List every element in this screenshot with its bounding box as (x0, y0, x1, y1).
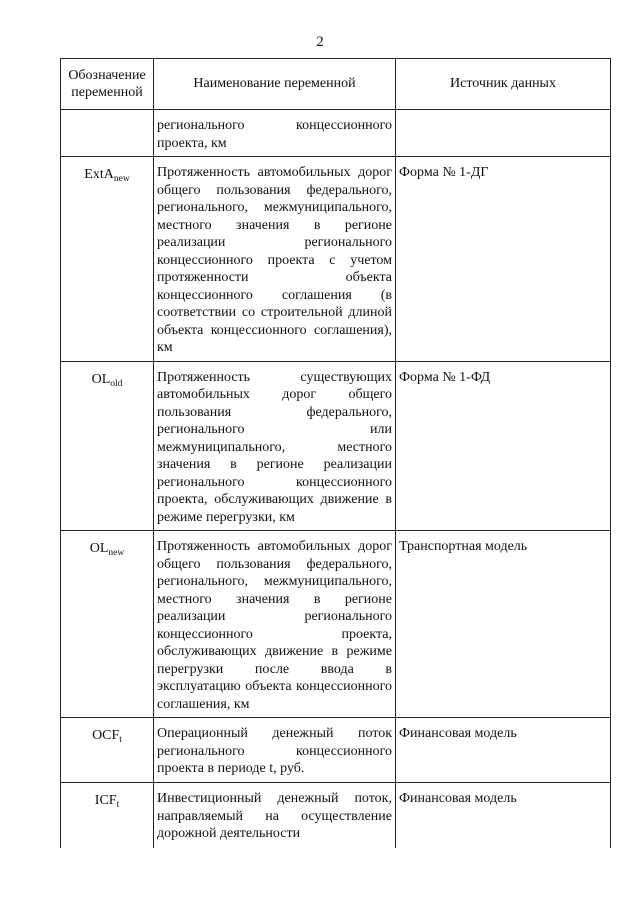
variable-description: Инвестиционный денежный поток, направляемый на осуществление дорожной деятельности (154, 783, 396, 848)
variables-table (60, 58, 611, 848)
variable-symbol (61, 110, 154, 157)
variable-symbol: $OL_{new}$ (61, 531, 154, 718)
table-row (61, 110, 611, 157)
variable-symbol: $ICF_t$ (61, 783, 154, 848)
variable-description: Протяженность автомобильных дорог общего пользования федерального, регионального, межмуниципального, местного значения в регионе реализации регионального концессионного проекта с учетом протяженности объекта концессионного соглашения (в соответствии со строительной длиной объекта концессионного соглашения), км (154, 157, 396, 362)
header-data-source: Источник данных (396, 59, 611, 110)
variable-description: Протяженность автомобильных дорог общего пользования федерального, регионального, межмуниципального, местного значения в регионе реализации регионального концессионного проекта, обслуживающих движение в режиме перегрузки после ввода в эксплуатацию объекта концессионного соглашения, км (154, 531, 396, 718)
variable-description: регионального концессионного проекта, км (154, 110, 396, 157)
page-number: 2 (316, 34, 324, 50)
table-row (61, 783, 611, 848)
variable-description: Операционный денежный поток регионального концессионного проекта в периоде t, руб. (154, 718, 396, 783)
variable-symbol: ExtA$_{new}$ (61, 157, 154, 362)
variable-symbol: $OCF_t$ (61, 718, 154, 783)
header-designation: Обозначение переменной (61, 59, 154, 110)
table-row (61, 157, 611, 362)
variable-source (396, 110, 611, 157)
header-variable-name: Наименование переменной (154, 59, 396, 110)
table-header-row (61, 59, 611, 110)
variable-source: Форма № 1-ДГ (396, 157, 611, 362)
variable-source: Форма № 1-ФД (396, 361, 611, 531)
variable-source: Транспортная модель (396, 531, 611, 718)
table-row (61, 361, 611, 531)
variable-description: Протяженность существующих автомобильных дорог общего пользования федерального, регионального или межмуниципального, местного значения в регионе реализации регионального концессионного проекта, обслуживающих движение в режиме перегрузки, км (154, 361, 396, 531)
table-row (61, 718, 611, 783)
table-row (61, 531, 611, 718)
variable-source: Финансовая модель (396, 718, 611, 783)
variable-symbol: $OL_{old}$ (61, 361, 154, 531)
variable-source: Финансовая модель (396, 783, 611, 848)
